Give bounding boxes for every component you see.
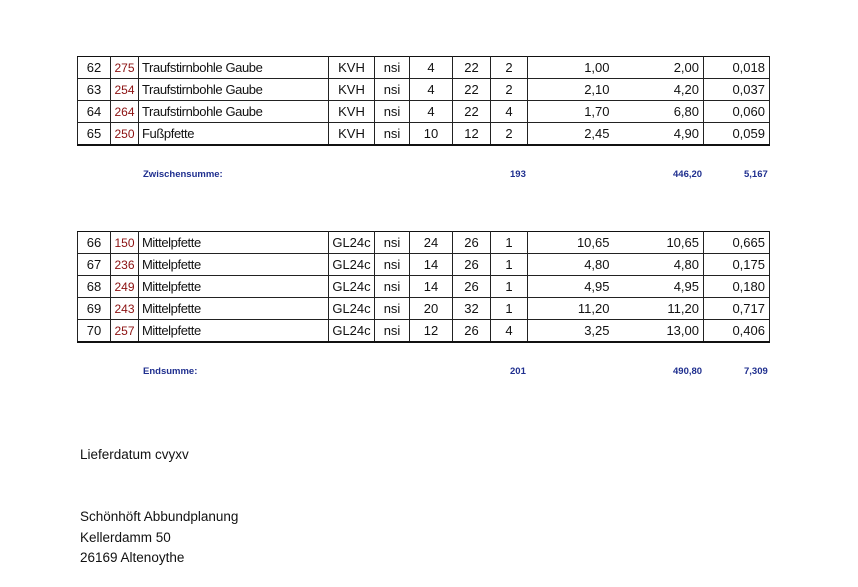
row-number-cell: 66 [78,232,111,254]
total-length-cell: 4,80 [614,254,704,276]
quality-cell: nsi [375,57,410,79]
count-cell: 1 [491,254,528,276]
row-number-cell: 65 [78,123,111,146]
subtotal-count: 193 [510,169,526,180]
count-cell: 2 [491,79,528,101]
street-address: Kellerdamm 50 [80,530,171,545]
quality-cell: nsi [375,254,410,276]
part-name-cell: Traufstirnbohle Gaube [139,57,329,79]
height-cell: 26 [453,232,491,254]
table-row [78,57,770,79]
grandtotal-total-length: 490,80 [673,366,703,377]
position-number-cell: 249 [111,276,139,298]
position-number-cell: 254 [111,79,139,101]
length-cell: 11,20 [528,298,614,320]
subtotal-total-length: 446,20 [673,169,703,180]
height-cell: 26 [453,320,491,343]
width-cell: 14 [410,276,453,298]
length-cell: 3,25 [528,320,614,343]
quality-cell: nsi [375,298,410,320]
length-cell: 4,95 [528,276,614,298]
width-cell: 4 [410,79,453,101]
material-cell: KVH [329,123,375,146]
count-cell: 2 [491,57,528,79]
city-address: 26169 Altenoythe [80,550,185,565]
quality-cell: nsi [375,232,410,254]
volume-cell: 0,406 [704,320,770,343]
length-cell: 4,80 [528,254,614,276]
material-cell: KVH [329,57,375,79]
volume-cell: 0,037 [704,79,770,101]
table-row [78,320,770,343]
part-name-cell: Mittelpfette [139,276,329,298]
position-number-cell: 243 [111,298,139,320]
count-cell: 4 [491,101,528,123]
height-cell: 32 [453,298,491,320]
material-cell: KVH [329,101,375,123]
position-number-cell: 150 [111,232,139,254]
row-number-cell: 64 [78,101,111,123]
position-number-cell: 236 [111,254,139,276]
table-row [78,79,770,101]
volume-cell: 0,059 [704,123,770,146]
material-cell: KVH [329,79,375,101]
length-cell: 2,10 [528,79,614,101]
delivery-date: Lieferdatum cvyxv [80,447,189,462]
height-cell: 12 [453,123,491,146]
subtotal-label: Zwischensumme: [143,169,223,180]
width-cell: 4 [410,101,453,123]
total-length-cell: 13,00 [614,320,704,343]
material-cell: GL24c [329,232,375,254]
material-cell: GL24c [329,298,375,320]
table-row [78,232,770,254]
quality-cell: nsi [375,101,410,123]
table-row [78,276,770,298]
position-number-cell: 275 [111,57,139,79]
quality-cell: nsi [375,123,410,146]
grandtotal-volume: 7,309 [744,366,768,377]
position-number-cell: 257 [111,320,139,343]
count-cell: 2 [491,123,528,146]
height-cell: 22 [453,79,491,101]
grandtotal-count: 201 [510,366,526,377]
volume-cell: 0,717 [704,298,770,320]
row-number-cell: 69 [78,298,111,320]
part-name-cell: Mittelpfette [139,232,329,254]
total-length-cell: 4,20 [614,79,704,101]
total-length-cell: 10,65 [614,232,704,254]
count-cell: 1 [491,232,528,254]
width-cell: 12 [410,320,453,343]
height-cell: 26 [453,276,491,298]
total-length-cell: 11,20 [614,298,704,320]
part-name-cell: Traufstirnbohle Gaube [139,79,329,101]
volume-cell: 0,665 [704,232,770,254]
length-cell: 2,45 [528,123,614,146]
width-cell: 10 [410,123,453,146]
length-cell: 1,70 [528,101,614,123]
length-cell: 10,65 [528,232,614,254]
table-row [78,123,770,146]
part-name-cell: Mittelpfette [139,298,329,320]
table-row [78,298,770,320]
quality-cell: nsi [375,79,410,101]
company-name: Schönhöft Abbundplanung [80,509,239,524]
volume-cell: 0,060 [704,101,770,123]
width-cell: 4 [410,57,453,79]
part-name-cell: Mittelpfette [139,254,329,276]
height-cell: 22 [453,101,491,123]
quality-cell: nsi [375,320,410,343]
table-row [78,101,770,123]
grandtotal-label: Endsumme: [143,366,198,377]
part-name-cell: Mittelpfette [139,320,329,343]
count-cell: 4 [491,320,528,343]
position-number-cell: 250 [111,123,139,146]
row-number-cell: 68 [78,276,111,298]
part-name-cell: Traufstirnbohle Gaube [139,101,329,123]
width-cell: 14 [410,254,453,276]
table-row [78,254,770,276]
subtotal-volume: 5,167 [744,169,768,180]
row-number-cell: 62 [78,57,111,79]
parts-table-1 [77,56,770,146]
total-length-cell: 4,90 [614,123,704,146]
parts-table-2 [77,231,770,343]
material-cell: GL24c [329,276,375,298]
count-cell: 1 [491,298,528,320]
material-cell: GL24c [329,320,375,343]
height-cell: 26 [453,254,491,276]
total-length-cell: 2,00 [614,57,704,79]
total-length-cell: 4,95 [614,276,704,298]
width-cell: 20 [410,298,453,320]
height-cell: 22 [453,57,491,79]
total-length-cell: 6,80 [614,101,704,123]
length-cell: 1,00 [528,57,614,79]
row-number-cell: 67 [78,254,111,276]
volume-cell: 0,175 [704,254,770,276]
material-cell: GL24c [329,254,375,276]
position-number-cell: 264 [111,101,139,123]
volume-cell: 0,018 [704,57,770,79]
volume-cell: 0,180 [704,276,770,298]
width-cell: 24 [410,232,453,254]
quality-cell: nsi [375,276,410,298]
count-cell: 1 [491,276,528,298]
part-name-cell: Fußpfette [139,123,329,146]
row-number-cell: 70 [78,320,111,343]
row-number-cell: 63 [78,79,111,101]
